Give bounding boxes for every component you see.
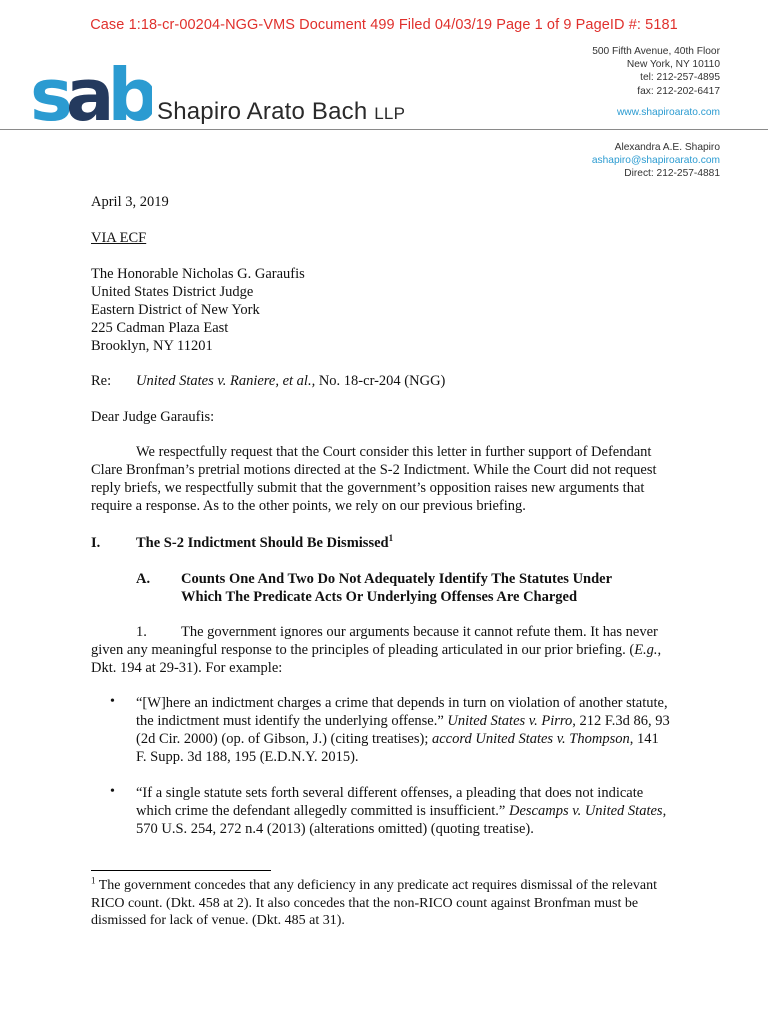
svg-text:sab: sab <box>30 60 152 124</box>
heading-2: A. Counts One And Two Do Not Adequately Identify The Statutes Under Which The Predicate Acts Or Underlying Offenses Are Charged <box>136 571 613 605</box>
firm-logo <box>30 60 152 124</box>
bullet-icon: • <box>110 784 115 799</box>
bullet-item-2: “If a single statute sets forth several different offenses, a pleading that does not indicate which crime the defendant allegedly committed is insufficient.” Descamps v. United States, 570 U.S. 254, 272 n.4 (2013) (alterations omitted) (quoting treatise). <box>136 785 667 837</box>
author-block: Alexandra A.E. Shapiro ashapiro@shapiroarato.com Direct: 212-257-4881 <box>591 142 720 180</box>
filing-stamp: Case 1:18-cr-00204-NGG-VMS Document 499 Filed 04/03/19 Page 1 of 9 PageID #: 5181 <box>90 17 678 33</box>
header-divider <box>0 129 768 130</box>
paragraph-1: We respectfully request that the Court consider this letter in further support of Defendant Clare Bronfman’s pretrial motions directed at the S-2 Indictment. While the Court did not request reply briefs, we respectfully submit that the government’s opposition raises new arguments that require a response. As to the other points, we rely on our previous briefing. <box>91 444 657 514</box>
salutation: Dear Judge Garaufis: <box>91 409 215 425</box>
firm-website[interactable]: www.shapiroarato.com <box>616 106 720 118</box>
recipient-block: The Honorable Nicholas G. Garaufis United States District Judge Eastern District of New York 225 Cadman Plaza East Brooklyn, NY 11201 <box>91 266 305 354</box>
footnote-1: $^1$ The government concedes that any deficiency in any predicate act requires dismissal of the relevant RICO count. (Dkt. 458 at 2). It also concedes that the non-RICO count against Bronfman must be dismissed for lack of venue. (Dkt. 485 at 31). <box>91 875 657 928</box>
bullet-item-1: “[W]here an indictment charges a crime that depends in turn on violation of another statute, the indictment must identify the underlying offense.” United States v. Pirro, 212 F.3d 86, 93 (2d Cir. 2000) (op. of Gibson, J.) (citing treatises); accord United States v. Thompson, 141 F. Supp. 3d 188, 195 (E.D.N.Y. 2015). <box>136 695 670 765</box>
firm-name: Shapiro Arato Bach LLP <box>157 98 406 125</box>
bullet-icon: • <box>110 694 115 709</box>
letter-date: April 3, 2019 <box>91 194 169 210</box>
footnote-divider <box>91 870 271 871</box>
delivery-method: VIA ECF <box>91 230 147 246</box>
re-line: Re: United States v. Raniere, et al., No. 18-cr-204 (NGG) <box>91 373 446 389</box>
heading-1: I. The S-2 Indictment Should Be Dismissed$^1$ <box>91 533 394 551</box>
paragraph-2: 1. The government ignores our arguments because it cannot refute them. It has never given any meaningful response to the principles of pleading articulated in our prior briefing. (E.g., Dkt. 194 at 29-31). For example: <box>91 624 662 676</box>
author-email[interactable]: ashapiro@shapiroarato.com <box>591 155 720 167</box>
firm-address: 500 Fifth Avenue, 40th Floor New York, NY 10110 tel: 212-257-4895 fax: 212-202-6417 www.shapiroarato.com <box>592 46 720 118</box>
